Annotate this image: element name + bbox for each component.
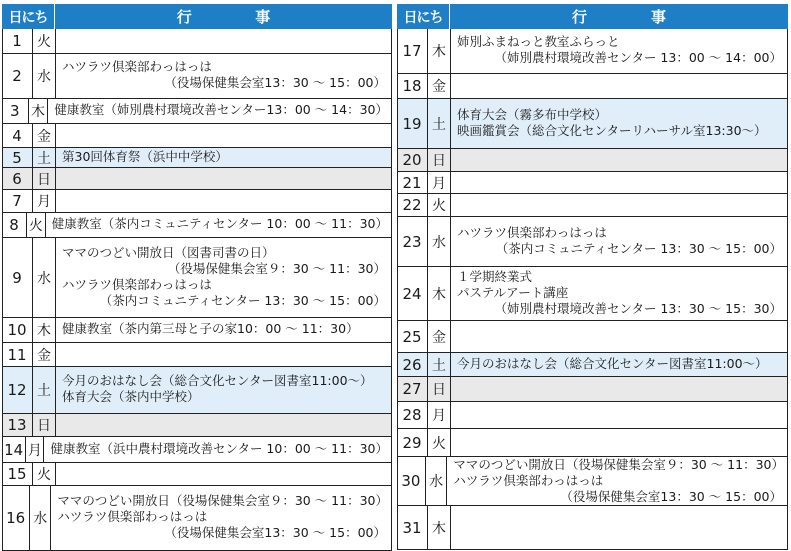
day-number: 20: [397, 149, 428, 171]
weekday: 水: [30, 486, 51, 550]
day-row-25: [397, 321, 788, 353]
day-number: 21: [397, 172, 428, 193]
day-row-1: [2, 29, 392, 54]
weekday: 木: [428, 506, 451, 549]
event-title: ハツラツ倶楽部わっはっは: [57, 509, 208, 524]
event-cell: [56, 367, 392, 413]
weekday: 月: [428, 402, 451, 428]
weekday: 火: [33, 29, 56, 53]
event-venue-time: （役場保健集会室13：30 ～ 15：00）: [164, 525, 386, 540]
weekday: 月: [428, 172, 451, 193]
day-number: 1: [2, 29, 33, 53]
day-number: 18: [397, 74, 428, 98]
event-venue-time: （茶内コミュニティセンター 13：30 ～ 15：00）: [495, 241, 782, 256]
day-number: 27: [397, 377, 428, 401]
day-number: 24: [397, 267, 428, 320]
day-row-9: [2, 238, 392, 318]
weekday: 木: [428, 267, 451, 320]
event-title: ハツラツ倶楽部わっはっは: [457, 225, 607, 240]
event-cell: [451, 172, 788, 193]
day-number: 9: [2, 238, 33, 317]
day-row-7: [2, 190, 392, 213]
event-title: 体育大会（茶内中学校）: [62, 389, 200, 404]
event-title: ママのつどい開放日（図書司書の日）: [62, 245, 275, 260]
weekday: 金: [33, 124, 56, 147]
day-row-8: [2, 213, 392, 238]
day-row-13: [2, 414, 392, 437]
event-header-char-2: 事: [255, 8, 271, 26]
event-title: １学期終業式: [457, 269, 533, 284]
day-row-27: [397, 377, 788, 402]
event-title: 健康教室（茶内第三母と子の家10：00 ～ 11：30）: [62, 321, 359, 336]
event-title: 映画鑑賞会（総合文化センターリハーサル室13:30～）: [457, 123, 767, 138]
event-cell: [451, 149, 788, 171]
day-row-10: [2, 318, 392, 343]
event-header-char-1: 行: [571, 8, 587, 26]
day-row-28: [397, 402, 788, 429]
event-venue-time: （役場保健集会室13：30 ～ 15：00）: [164, 75, 386, 90]
left-table-header: [2, 4, 392, 29]
weekday: 月: [26, 437, 44, 462]
day-number: 10: [2, 318, 33, 342]
day-row-20: [397, 149, 788, 172]
day-row-14: [2, 437, 392, 463]
day-row-12: [2, 367, 392, 414]
day-row-4: [2, 124, 392, 148]
day-row-2: [2, 54, 392, 99]
day-number: 8: [2, 213, 27, 237]
event-column-header: [55, 4, 392, 29]
weekday: 月: [33, 190, 56, 212]
event-title: 体育大会（霧多布中学校）: [457, 107, 608, 122]
event-title: ハツラツ倶楽部わっはっは: [62, 59, 212, 74]
event-cell: [46, 213, 392, 237]
day-row-6: [2, 168, 392, 190]
event-cell: [56, 414, 392, 436]
event-venue-time: （茶内コミュニティセンター 13：30 ～ 15：00）: [99, 293, 386, 308]
day-number: 15: [2, 463, 33, 485]
weekday: 水: [428, 217, 451, 266]
event-cell: [451, 321, 788, 352]
event-cell: [56, 148, 392, 167]
day-number: 19: [397, 99, 428, 148]
event-title: ハツラツ倶楽部わっはっは: [62, 277, 212, 292]
day-number: 13: [2, 414, 33, 436]
weekday: 水: [33, 238, 56, 317]
weekday: 火: [428, 429, 451, 456]
event-cell: [451, 506, 788, 549]
event-venue-time: （姉別農村環境改善センター 13：30 ～ 15：30）: [494, 301, 782, 316]
day-number: 26: [397, 353, 428, 376]
event-column-header: [450, 4, 788, 29]
event-cell: [451, 217, 788, 266]
event-cell: [451, 377, 788, 401]
event-cell: [451, 353, 788, 376]
weekday: 日: [428, 149, 451, 171]
day-number: 3: [2, 99, 29, 123]
day-number: 31: [397, 506, 428, 549]
weekday: 日: [33, 414, 56, 436]
event-cell: [451, 267, 788, 320]
day-row-22: [397, 194, 788, 217]
event-cell: [56, 168, 392, 189]
day-number: 28: [397, 402, 428, 428]
day-number: 14: [2, 437, 26, 462]
event-title: ママのつどい開放日（役場保健集会室９：30 ～ 11：30）: [453, 457, 784, 472]
day-number: 30: [397, 457, 426, 505]
day-row-30: [397, 457, 788, 506]
event-title: 健康教室（姉別農村環境改善センター13：00 ～ 14：30）: [54, 102, 388, 117]
day-row-16: [2, 486, 392, 551]
day-number: 23: [397, 217, 428, 266]
weekday: 水: [426, 457, 447, 505]
day-number: 4: [2, 124, 33, 147]
event-cell: [56, 318, 392, 342]
day-column-header: 日にち: [2, 4, 55, 29]
weekday: 土: [428, 99, 451, 148]
event-cell: [56, 54, 392, 98]
weekday: 日: [428, 377, 451, 401]
weekday: 土: [33, 148, 56, 167]
weekday: 土: [428, 353, 451, 376]
event-cell: [56, 343, 392, 366]
day-row-11: [2, 343, 392, 367]
right-table-header: [397, 4, 788, 29]
day-number: 7: [2, 190, 33, 212]
event-cell: [451, 29, 788, 73]
day-number: 29: [397, 429, 428, 456]
weekday: 土: [33, 367, 56, 413]
event-cell: [451, 99, 788, 148]
day-row-26: [397, 353, 788, 377]
event-cell: [56, 190, 392, 212]
event-title: ハツラツ倶楽部わっはっは: [453, 473, 604, 488]
day-number: 2: [2, 54, 33, 98]
day-row-24: [397, 267, 788, 321]
day-row-18: [397, 74, 788, 99]
weekday: 水: [33, 54, 56, 98]
day-number: 25: [397, 321, 428, 352]
event-cell: [451, 429, 788, 456]
day-number: 11: [2, 343, 33, 366]
weekday: 火: [428, 194, 451, 216]
day-row-17: [397, 29, 788, 74]
weekday: 火: [33, 463, 56, 485]
event-title: ママのつどい開放日（役場保健集会室９：30 ～ 11：30）: [57, 493, 388, 508]
day-row-23: [397, 217, 788, 267]
event-venue-time: （役場保健集会室９：30 ～ 11：30）: [167, 261, 386, 276]
event-cell: [447, 457, 788, 505]
event-cell: [44, 437, 392, 462]
event-cell: [51, 486, 392, 550]
day-number: 22: [397, 194, 428, 216]
event-title: 健康教室（茶内コミュニティセンター 10：00 ～ 11：30）: [51, 216, 388, 231]
event-venue-time: （姉別農村環境改善センター 13：00 ～ 14：00）: [494, 50, 782, 65]
event-title: 姉別ふまねっと教室ふらっと: [457, 34, 620, 49]
day-row-5: [2, 148, 392, 168]
day-row-29: [397, 429, 788, 457]
event-venue-time: （役場保健集会室13：30 ～ 15：00）: [560, 489, 782, 504]
event-title: 第30回体育祭（浜中中学校）: [62, 149, 228, 164]
day-number: 6: [2, 168, 33, 189]
event-cell: [56, 238, 392, 317]
event-cell: [451, 194, 788, 216]
event-cell: [48, 99, 392, 123]
event-header-char-1: 行: [176, 8, 192, 26]
weekday: 火: [27, 213, 46, 237]
event-title: 健康教室（浜中農村環境改善センター 10：00 ～ 11：30）: [50, 441, 388, 456]
event-cell: [451, 74, 788, 98]
event-cell: [56, 124, 392, 147]
day-row-19: [397, 99, 788, 149]
day-number: 5: [2, 148, 33, 167]
day-number: 16: [2, 486, 30, 550]
event-cell: [451, 402, 788, 428]
event-title: 今月のおはなし会（総合文化センター図書室11:00～）: [62, 373, 373, 388]
weekday: 木: [29, 99, 49, 123]
day-row-15: [2, 463, 392, 486]
weekday: 日: [33, 168, 56, 189]
event-header-char-2: 事: [650, 8, 666, 26]
day-row-3: [2, 99, 392, 124]
weekday: 金: [428, 74, 451, 98]
day-row-31: [397, 506, 788, 550]
event-title: パステルアート講座: [457, 285, 569, 300]
event-title: 今月のおはなし会（総合文化センター図書室11:00～）: [457, 356, 768, 371]
weekday: 木: [428, 29, 451, 73]
day-column-header: 日にち: [397, 4, 450, 29]
day-row-21: [397, 172, 788, 194]
weekday: 金: [428, 321, 451, 352]
weekday: 木: [33, 318, 56, 342]
event-cell: [56, 463, 392, 485]
day-number: 12: [2, 367, 33, 413]
weekday: 金: [33, 343, 56, 366]
event-cell: [56, 29, 392, 53]
day-number: 17: [397, 29, 428, 73]
